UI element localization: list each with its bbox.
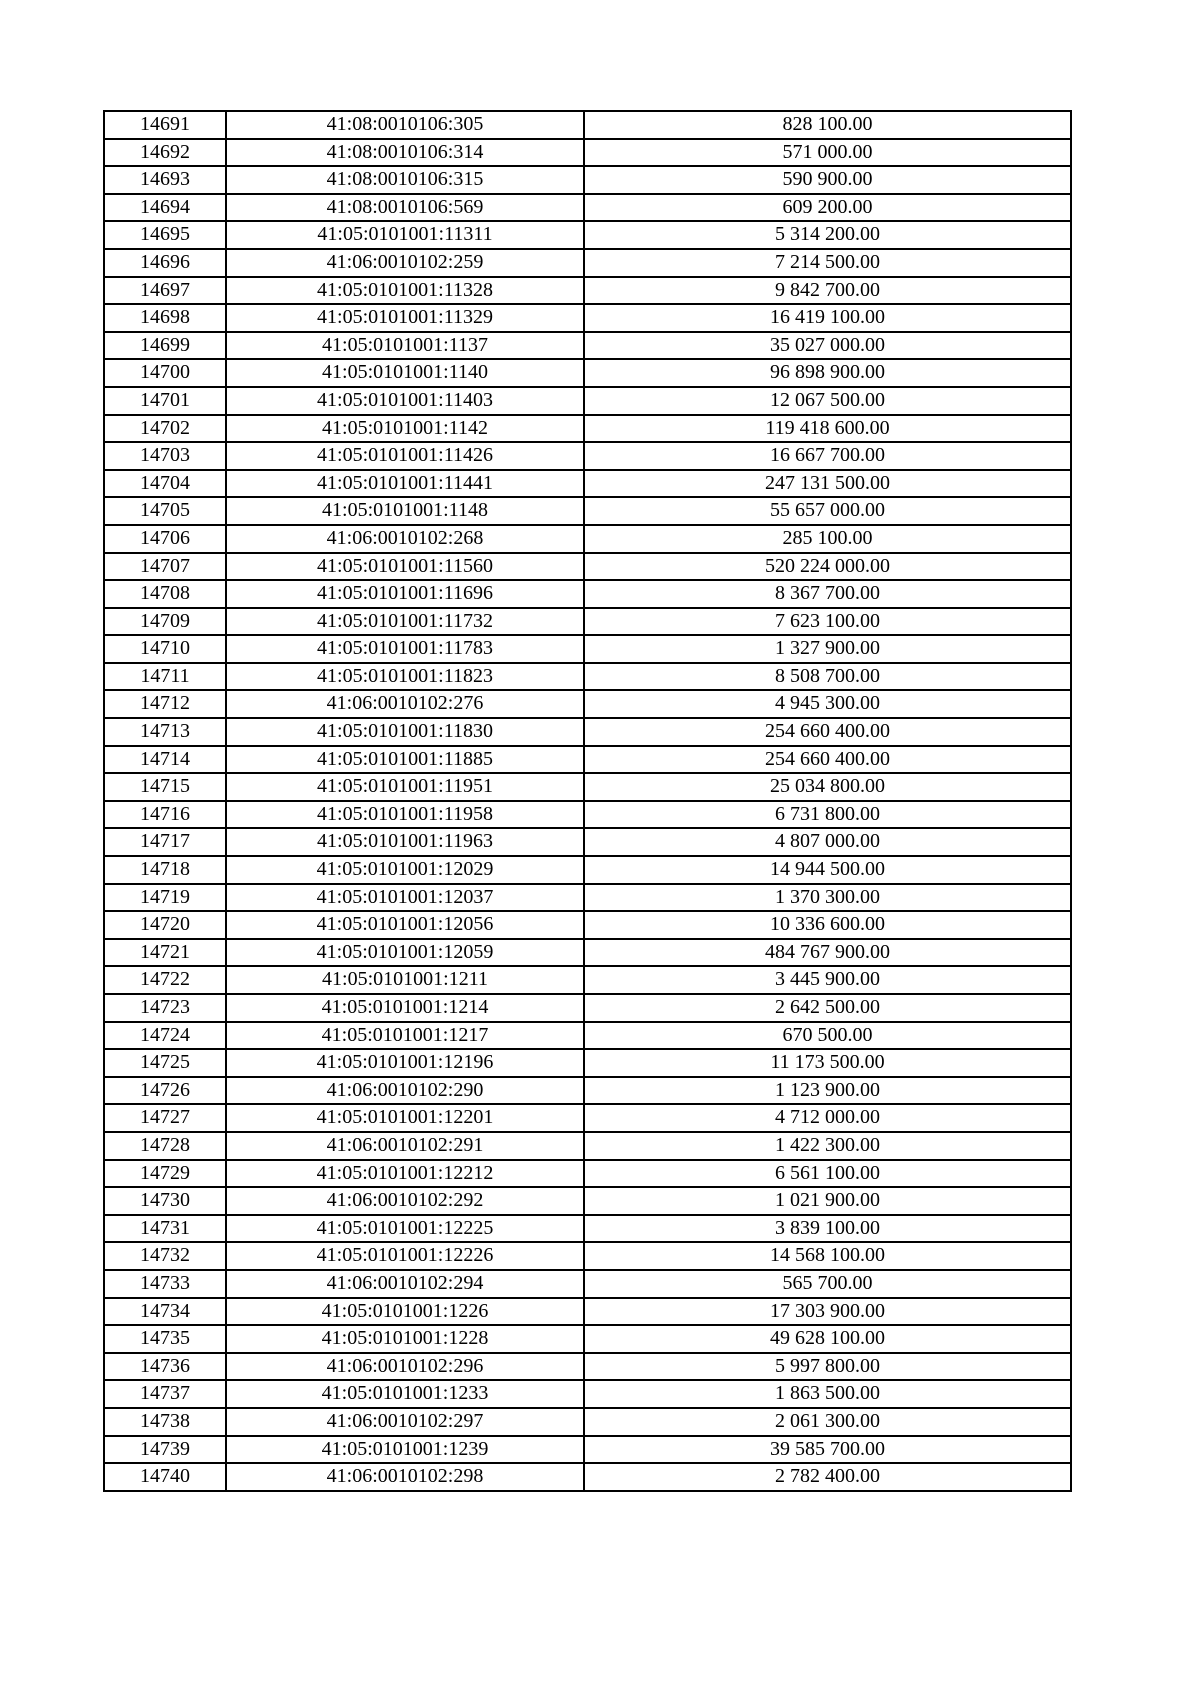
table-row bbox=[104, 332, 1071, 360]
cadastral-value-cell: 16 419 100.00 bbox=[584, 304, 1071, 332]
cadastral-number-cell: 41:05:0101001:12029 bbox=[226, 856, 584, 884]
row-number-cell: 14731 bbox=[104, 1215, 226, 1243]
cadastral-number-cell: 41:05:0101001:11732 bbox=[226, 608, 584, 636]
row-number-cell: 14703 bbox=[104, 442, 226, 470]
table-row bbox=[104, 249, 1071, 277]
cadastral-number-cell: 41:05:0101001:1137 bbox=[226, 332, 584, 360]
cadastral-value-cell: 520 224 000.00 bbox=[584, 553, 1071, 581]
table-row bbox=[104, 221, 1071, 249]
cadastral-number-cell: 41:06:0010102:259 bbox=[226, 249, 584, 277]
row-number-cell: 14737 bbox=[104, 1380, 226, 1408]
cadastral-number-cell: 41:05:0101001:12226 bbox=[226, 1242, 584, 1270]
cadastral-number-cell: 41:05:0101001:11783 bbox=[226, 635, 584, 663]
row-number-cell: 14711 bbox=[104, 663, 226, 691]
cadastral-value-cell: 6 561 100.00 bbox=[584, 1160, 1071, 1188]
cadastral-value-cell: 9 842 700.00 bbox=[584, 277, 1071, 305]
table-row bbox=[104, 801, 1071, 829]
row-number-cell: 14732 bbox=[104, 1242, 226, 1270]
cadastral-value-cell: 10 336 600.00 bbox=[584, 911, 1071, 939]
cadastral-number-cell: 41:05:0101001:1228 bbox=[226, 1325, 584, 1353]
table-row bbox=[104, 1215, 1071, 1243]
table-row bbox=[104, 1022, 1071, 1050]
cadastral-value-cell: 2 782 400.00 bbox=[584, 1463, 1071, 1491]
cadastral-value-cell: 8 508 700.00 bbox=[584, 663, 1071, 691]
table-row bbox=[104, 1436, 1071, 1464]
table-row bbox=[104, 442, 1071, 470]
row-number-cell: 14740 bbox=[104, 1463, 226, 1491]
row-number-cell: 14721 bbox=[104, 939, 226, 967]
row-number-cell: 14739 bbox=[104, 1436, 226, 1464]
cadastral-number-cell: 41:06:0010102:290 bbox=[226, 1077, 584, 1105]
cadastral-number-cell: 41:05:0101001:1217 bbox=[226, 1022, 584, 1050]
cadastral-number-cell: 41:06:0010102:276 bbox=[226, 690, 584, 718]
cadastral-value-cell: 1 370 300.00 bbox=[584, 884, 1071, 912]
cadastral-number-cell: 41:05:0101001:11403 bbox=[226, 387, 584, 415]
cadastral-value-cell: 14 944 500.00 bbox=[584, 856, 1071, 884]
row-number-cell: 14719 bbox=[104, 884, 226, 912]
table-row bbox=[104, 304, 1071, 332]
row-number-cell: 14699 bbox=[104, 332, 226, 360]
table-row bbox=[104, 690, 1071, 718]
row-number-cell: 14698 bbox=[104, 304, 226, 332]
table-row bbox=[104, 415, 1071, 443]
cadastral-number-cell: 41:06:0010102:268 bbox=[226, 525, 584, 553]
cadastral-number-cell: 41:06:0010102:297 bbox=[226, 1408, 584, 1436]
row-number-cell: 14701 bbox=[104, 387, 226, 415]
table-row bbox=[104, 525, 1071, 553]
cadastral-number-cell: 41:05:0101001:11830 bbox=[226, 718, 584, 746]
cadastral-value-cell: 1 123 900.00 bbox=[584, 1077, 1071, 1105]
cadastral-number-cell: 41:08:0010106:315 bbox=[226, 166, 584, 194]
table-row bbox=[104, 1104, 1071, 1132]
row-number-cell: 14725 bbox=[104, 1049, 226, 1077]
row-number-cell: 14729 bbox=[104, 1160, 226, 1188]
cadastral-number-cell: 41:05:0101001:12037 bbox=[226, 884, 584, 912]
table-body bbox=[104, 111, 1071, 1491]
row-number-cell: 14696 bbox=[104, 249, 226, 277]
cadastral-value-cell: 1 863 500.00 bbox=[584, 1380, 1071, 1408]
row-number-cell: 14694 bbox=[104, 194, 226, 222]
table-row bbox=[104, 1353, 1071, 1381]
cadastral-number-cell: 41:05:0101001:12225 bbox=[226, 1215, 584, 1243]
table-row bbox=[104, 470, 1071, 498]
cadastral-value-cell: 96 898 900.00 bbox=[584, 359, 1071, 387]
row-number-cell: 14715 bbox=[104, 773, 226, 801]
cadastral-number-cell: 41:05:0101001:1239 bbox=[226, 1436, 584, 1464]
table-row bbox=[104, 1132, 1071, 1160]
row-number-cell: 14736 bbox=[104, 1353, 226, 1381]
row-number-cell: 14709 bbox=[104, 608, 226, 636]
cadastral-value-cell: 7 214 500.00 bbox=[584, 249, 1071, 277]
cadastral-number-cell: 41:05:0101001:11329 bbox=[226, 304, 584, 332]
cadastral-number-cell: 41:05:0101001:11426 bbox=[226, 442, 584, 470]
row-number-cell: 14708 bbox=[104, 580, 226, 608]
cadastral-number-cell: 41:06:0010102:298 bbox=[226, 1463, 584, 1491]
row-number-cell: 14718 bbox=[104, 856, 226, 884]
cadastral-value-cell: 4 712 000.00 bbox=[584, 1104, 1071, 1132]
cadastral-number-cell: 41:05:0101001:12212 bbox=[226, 1160, 584, 1188]
cadastral-number-cell: 41:06:0010102:292 bbox=[226, 1187, 584, 1215]
table-row bbox=[104, 1160, 1071, 1188]
cadastral-value-cell: 1 021 900.00 bbox=[584, 1187, 1071, 1215]
cadastral-number-cell: 41:05:0101001:1226 bbox=[226, 1298, 584, 1326]
table-row bbox=[104, 553, 1071, 581]
cadastral-value-cell: 7 623 100.00 bbox=[584, 608, 1071, 636]
table-row bbox=[104, 911, 1071, 939]
table-row bbox=[104, 884, 1071, 912]
cadastral-value-cell: 17 303 900.00 bbox=[584, 1298, 1071, 1326]
table-row bbox=[104, 746, 1071, 774]
cadastral-value-cell: 1 422 300.00 bbox=[584, 1132, 1071, 1160]
cadastral-number-cell: 41:05:0101001:1233 bbox=[226, 1380, 584, 1408]
cadastral-number-cell: 41:05:0101001:11560 bbox=[226, 553, 584, 581]
cadastral-number-cell: 41:05:0101001:1214 bbox=[226, 994, 584, 1022]
row-number-cell: 14691 bbox=[104, 111, 226, 139]
cadastral-value-cell: 565 700.00 bbox=[584, 1270, 1071, 1298]
table-row bbox=[104, 994, 1071, 1022]
table-row bbox=[104, 497, 1071, 525]
table-row bbox=[104, 828, 1071, 856]
cadastral-number-cell: 41:05:0101001:12059 bbox=[226, 939, 584, 967]
cadastral-value-cell: 16 667 700.00 bbox=[584, 442, 1071, 470]
table-row bbox=[104, 111, 1071, 139]
table-row bbox=[104, 1270, 1071, 1298]
table-row bbox=[104, 608, 1071, 636]
table-row bbox=[104, 1408, 1071, 1436]
cadastral-value-cell: 2 061 300.00 bbox=[584, 1408, 1071, 1436]
cadastral-value-cell: 285 100.00 bbox=[584, 525, 1071, 553]
cadastral-number-cell: 41:05:0101001:11823 bbox=[226, 663, 584, 691]
row-number-cell: 14700 bbox=[104, 359, 226, 387]
table-row bbox=[104, 663, 1071, 691]
cadastral-number-cell: 41:08:0010106:314 bbox=[226, 139, 584, 167]
cadastral-value-cell: 5 997 800.00 bbox=[584, 1353, 1071, 1381]
cadastral-number-cell: 41:05:0101001:11951 bbox=[226, 773, 584, 801]
cadastral-value-cell: 5 314 200.00 bbox=[584, 221, 1071, 249]
row-number-cell: 14702 bbox=[104, 415, 226, 443]
row-number-cell: 14723 bbox=[104, 994, 226, 1022]
cadastral-value-cell: 2 642 500.00 bbox=[584, 994, 1071, 1022]
row-number-cell: 14712 bbox=[104, 690, 226, 718]
table-row bbox=[104, 773, 1071, 801]
table-row bbox=[104, 1049, 1071, 1077]
cadastral-number-cell: 41:05:0101001:12196 bbox=[226, 1049, 584, 1077]
cadastral-value-cell: 254 660 400.00 bbox=[584, 746, 1071, 774]
cadastral-value-cell: 484 767 900.00 bbox=[584, 939, 1071, 967]
cadastral-value-cell: 590 900.00 bbox=[584, 166, 1071, 194]
cadastral-value-cell: 4 945 300.00 bbox=[584, 690, 1071, 718]
cadastral-number-cell: 41:05:0101001:11311 bbox=[226, 221, 584, 249]
row-number-cell: 14730 bbox=[104, 1187, 226, 1215]
cadastral-number-cell: 41:05:0101001:11958 bbox=[226, 801, 584, 829]
table-row bbox=[104, 194, 1071, 222]
table-row bbox=[104, 939, 1071, 967]
row-number-cell: 14720 bbox=[104, 911, 226, 939]
row-number-cell: 14695 bbox=[104, 221, 226, 249]
row-number-cell: 14707 bbox=[104, 553, 226, 581]
row-number-cell: 14722 bbox=[104, 966, 226, 994]
row-number-cell: 14735 bbox=[104, 1325, 226, 1353]
cadastral-value-cell: 1 327 900.00 bbox=[584, 635, 1071, 663]
cadastral-value-cell: 4 807 000.00 bbox=[584, 828, 1071, 856]
cadastral-number-cell: 41:08:0010106:305 bbox=[226, 111, 584, 139]
cadastral-value-cell: 25 034 800.00 bbox=[584, 773, 1071, 801]
cadastral-value-cell: 571 000.00 bbox=[584, 139, 1071, 167]
cadastral-number-cell: 41:05:0101001:1148 bbox=[226, 497, 584, 525]
cadastral-number-cell: 41:05:0101001:11441 bbox=[226, 470, 584, 498]
table-row bbox=[104, 1325, 1071, 1353]
cadastral-number-cell: 41:08:0010106:569 bbox=[226, 194, 584, 222]
cadastral-value-cell: 49 628 100.00 bbox=[584, 1325, 1071, 1353]
cadastral-value-cell: 670 500.00 bbox=[584, 1022, 1071, 1050]
cadastral-value-cell: 247 131 500.00 bbox=[584, 470, 1071, 498]
table-row bbox=[104, 1298, 1071, 1326]
row-number-cell: 14710 bbox=[104, 635, 226, 663]
cadastral-value-cell: 39 585 700.00 bbox=[584, 1436, 1071, 1464]
cadastral-number-cell: 41:06:0010102:296 bbox=[226, 1353, 584, 1381]
row-number-cell: 14693 bbox=[104, 166, 226, 194]
cadastral-value-cell: 8 367 700.00 bbox=[584, 580, 1071, 608]
cadastral-value-cell: 35 027 000.00 bbox=[584, 332, 1071, 360]
row-number-cell: 14724 bbox=[104, 1022, 226, 1050]
table-row bbox=[104, 580, 1071, 608]
table-row bbox=[104, 1187, 1071, 1215]
table-row bbox=[104, 1463, 1071, 1491]
table-row bbox=[104, 1077, 1071, 1105]
cadastral-number-cell: 41:05:0101001:11696 bbox=[226, 580, 584, 608]
table-row bbox=[104, 277, 1071, 305]
table-row bbox=[104, 1242, 1071, 1270]
cadastral-value-cell: 119 418 600.00 bbox=[584, 415, 1071, 443]
cadastral-number-cell: 41:06:0010102:294 bbox=[226, 1270, 584, 1298]
cadastral-value-cell: 12 067 500.00 bbox=[584, 387, 1071, 415]
cadastral-number-cell: 41:05:0101001:1142 bbox=[226, 415, 584, 443]
table-row bbox=[104, 966, 1071, 994]
row-number-cell: 14705 bbox=[104, 497, 226, 525]
table-row bbox=[104, 635, 1071, 663]
cadastral-number-cell: 41:05:0101001:12056 bbox=[226, 911, 584, 939]
row-number-cell: 14728 bbox=[104, 1132, 226, 1160]
table-row bbox=[104, 718, 1071, 746]
table-row bbox=[104, 856, 1071, 884]
table-row bbox=[104, 1380, 1071, 1408]
cadastral-value-cell: 828 100.00 bbox=[584, 111, 1071, 139]
row-number-cell: 14713 bbox=[104, 718, 226, 746]
cadastral-value-cell: 11 173 500.00 bbox=[584, 1049, 1071, 1077]
table-row bbox=[104, 387, 1071, 415]
row-number-cell: 14697 bbox=[104, 277, 226, 305]
cadastral-value-cell: 3 445 900.00 bbox=[584, 966, 1071, 994]
cadastral-number-cell: 41:05:0101001:11963 bbox=[226, 828, 584, 856]
cadastral-number-cell: 41:06:0010102:291 bbox=[226, 1132, 584, 1160]
cadastral-value-cell: 6 731 800.00 bbox=[584, 801, 1071, 829]
cadastral-value-table bbox=[103, 110, 1072, 1492]
cadastral-value-cell: 254 660 400.00 bbox=[584, 718, 1071, 746]
row-number-cell: 14733 bbox=[104, 1270, 226, 1298]
row-number-cell: 14727 bbox=[104, 1104, 226, 1132]
table-row bbox=[104, 359, 1071, 387]
cadastral-number-cell: 41:05:0101001:11328 bbox=[226, 277, 584, 305]
cadastral-value-cell: 14 568 100.00 bbox=[584, 1242, 1071, 1270]
row-number-cell: 14704 bbox=[104, 470, 226, 498]
row-number-cell: 14734 bbox=[104, 1298, 226, 1326]
cadastral-number-cell: 41:05:0101001:1140 bbox=[226, 359, 584, 387]
table-row bbox=[104, 166, 1071, 194]
row-number-cell: 14692 bbox=[104, 139, 226, 167]
row-number-cell: 14717 bbox=[104, 828, 226, 856]
cadastral-value-cell: 55 657 000.00 bbox=[584, 497, 1071, 525]
row-number-cell: 14726 bbox=[104, 1077, 226, 1105]
table-row bbox=[104, 139, 1071, 167]
cadastral-number-cell: 41:05:0101001:11885 bbox=[226, 746, 584, 774]
cadastral-number-cell: 41:05:0101001:12201 bbox=[226, 1104, 584, 1132]
row-number-cell: 14738 bbox=[104, 1408, 226, 1436]
row-number-cell: 14714 bbox=[104, 746, 226, 774]
cadastral-value-cell: 3 839 100.00 bbox=[584, 1215, 1071, 1243]
row-number-cell: 14716 bbox=[104, 801, 226, 829]
cadastral-value-cell: 609 200.00 bbox=[584, 194, 1071, 222]
row-number-cell: 14706 bbox=[104, 525, 226, 553]
cadastral-number-cell: 41:05:0101001:1211 bbox=[226, 966, 584, 994]
